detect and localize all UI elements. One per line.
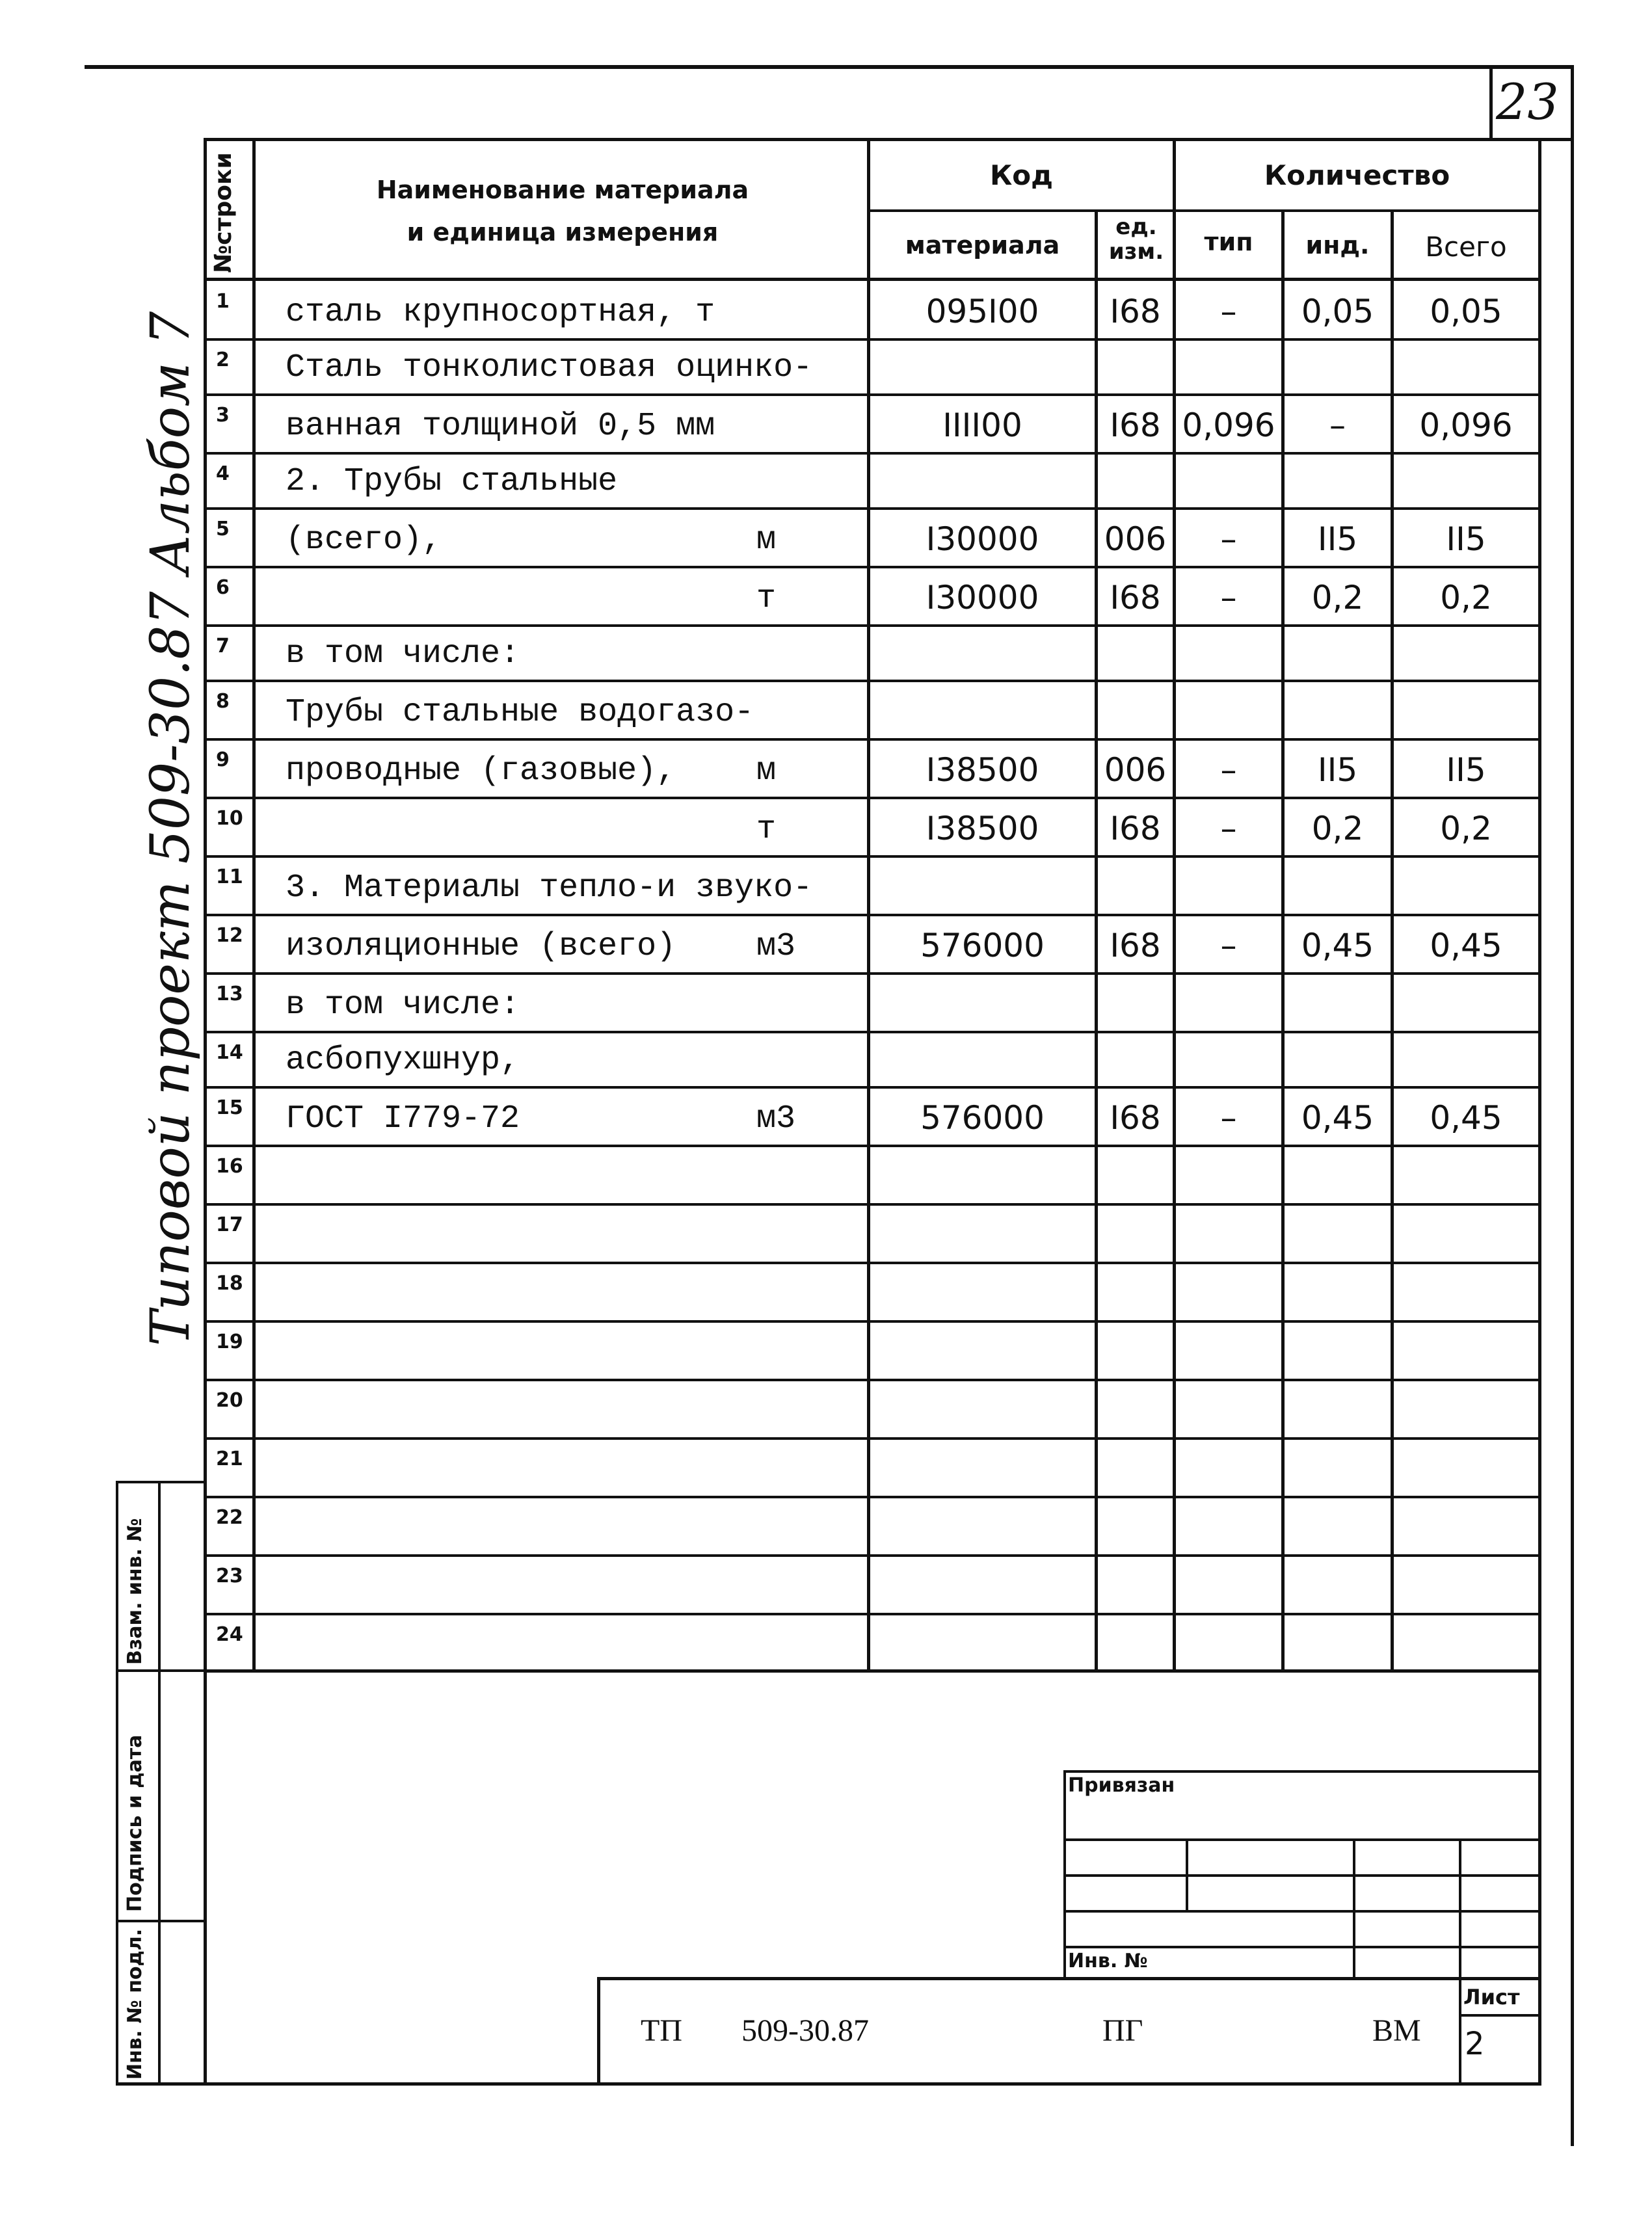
unit-code: I68	[1110, 927, 1161, 964]
header-col-sep-4	[1173, 138, 1176, 1673]
row-number: 18	[216, 1272, 243, 1295]
qty-total: II5	[1446, 751, 1486, 789]
row-number: 10	[216, 807, 243, 830]
row-number: 4	[216, 462, 230, 485]
table-bottom-rule	[204, 1669, 1541, 1673]
row-number: 16	[216, 1155, 243, 1178]
row-separator	[204, 855, 1541, 858]
stamp-project-no: 509-30.87	[741, 2013, 869, 2048]
qty-total: 0,45	[1430, 927, 1502, 964]
material-code: I30000	[926, 520, 1039, 558]
material-name: сталь крупносортная, т	[286, 294, 715, 331]
page-number: 23	[1496, 73, 1559, 131]
row-number: 3	[216, 404, 230, 427]
row-separator	[204, 738, 1541, 741]
row-number: 17	[216, 1213, 243, 1236]
stamp-main-left	[597, 1977, 600, 2086]
qty-total: 0,05	[1430, 293, 1502, 330]
unit-code: I68	[1110, 579, 1161, 617]
stamp-grid-4	[1063, 1946, 1541, 1948]
unit-label: т	[756, 811, 777, 848]
side-label-vzam-inv: Взам. инв. №	[124, 1518, 146, 1665]
row-number: 9	[216, 749, 230, 771]
row-separator	[204, 914, 1541, 916]
row-number: 13	[216, 983, 243, 1005]
unit-code: I68	[1110, 1099, 1161, 1137]
stamp-grid-2	[1063, 1874, 1541, 1877]
qty-total: 0,096	[1419, 406, 1513, 444]
unit-code: I68	[1110, 293, 1161, 330]
material-name: 3. Материалы тепло-и звуко-	[286, 869, 813, 907]
row-separator	[204, 452, 1541, 455]
qty-ind: 0,2	[1311, 579, 1364, 617]
row-separator	[204, 1613, 1541, 1615]
row-number: 20	[216, 1389, 243, 1412]
row-separator	[204, 1379, 1541, 1381]
row-number: 5	[216, 518, 230, 540]
row-number: 2	[216, 349, 230, 371]
qty-total: II5	[1446, 520, 1486, 558]
frame-right-edge	[1571, 65, 1574, 2146]
qty-ind: II5	[1317, 751, 1358, 789]
qty-total: 0,45	[1430, 1099, 1502, 1137]
col-qty-header: Количество	[1264, 159, 1450, 191]
side-stamp-left	[116, 1481, 118, 2086]
col-row-number-header: №строки	[210, 152, 237, 273]
row-separator	[204, 680, 1541, 682]
qty-ind: 0,45	[1301, 927, 1374, 964]
col-name-header-line1: Наименование материала	[376, 176, 749, 204]
qty-ind: 0,2	[1311, 810, 1364, 847]
row-separator	[204, 1554, 1541, 1557]
row-separator	[204, 1496, 1541, 1498]
material-name: в том числе:	[286, 987, 520, 1024]
row-separator	[204, 1437, 1541, 1440]
col-code-unit-header: ед. изм.	[1108, 214, 1164, 265]
row-separator	[204, 393, 1541, 396]
side-label-podpis-data: Подпись и дата	[124, 1734, 146, 1912]
row-separator	[204, 972, 1541, 975]
row-number: 24	[216, 1623, 243, 1646]
row-number: 6	[216, 576, 230, 599]
qty-ind: 0,05	[1301, 293, 1374, 330]
row-separator	[204, 1262, 1541, 1264]
row-number: 12	[216, 924, 243, 947]
unit-code: 006	[1104, 520, 1167, 558]
row-number: 8	[216, 690, 230, 713]
row-separator	[204, 1320, 1541, 1323]
row-number: 23	[216, 1565, 243, 1587]
material-code: 576000	[920, 927, 1045, 964]
frame-top	[204, 138, 1574, 141]
stamp-tp: ТП	[641, 2013, 682, 2048]
row-separator	[204, 338, 1541, 341]
material-code: I38500	[926, 810, 1039, 847]
row-number: 15	[216, 1096, 243, 1119]
stamp-inv-no-label: Инв. №	[1068, 1950, 1148, 1972]
row-number: 19	[216, 1331, 243, 1353]
unit-code: I68	[1110, 810, 1161, 847]
row-separator	[204, 1031, 1541, 1033]
unit-label: м3	[756, 1100, 796, 1137]
top-rule	[85, 65, 1574, 69]
row-separator	[204, 1145, 1541, 1147]
stamp-frame-right	[1538, 1669, 1541, 2086]
qty-type: –	[1220, 810, 1237, 847]
material-name: асбопухшнур,	[286, 1042, 520, 1079]
material-name: Трубы стальные водогазо-	[286, 694, 754, 731]
col-name-header-line2: и единица измерения	[406, 218, 719, 246]
qty-type: –	[1220, 1099, 1237, 1137]
header-col-sep-2	[867, 138, 870, 1673]
material-name: проводные (газовые),	[286, 752, 676, 789]
material-name: ГОСТ I779-72	[286, 1100, 520, 1137]
qty-type: 0,096	[1182, 406, 1275, 444]
col-code-header: Код	[989, 159, 1054, 191]
side-stamp-sep-1	[116, 1669, 207, 1672]
stamp-grid-3	[1063, 1910, 1541, 1913]
qty-total: 0,2	[1440, 579, 1492, 617]
unit-label: м3	[756, 928, 796, 965]
unit-label: м	[756, 752, 777, 789]
row-separator	[204, 624, 1541, 627]
row-number: 21	[216, 1448, 243, 1470]
row-number: 7	[216, 635, 230, 657]
margin-note: Типовой проект 509-30.87 Альбом 7	[140, 311, 202, 1346]
qty-ind: –	[1329, 406, 1346, 444]
row-number: 1	[216, 290, 230, 313]
side-stamp-mid	[158, 1481, 161, 2086]
col-qty-ind-header: инд.	[1305, 231, 1370, 259]
stamp-privyazan-label: Привязан	[1068, 1774, 1175, 1797]
header-bottom-rule	[204, 278, 1541, 281]
col-qty-type-header: тип	[1204, 228, 1253, 256]
row-number: 11	[216, 866, 243, 888]
qty-type: –	[1220, 520, 1237, 558]
row-separator	[204, 1086, 1541, 1089]
material-name: (всего),	[286, 522, 442, 559]
qty-type: –	[1220, 293, 1237, 330]
row-number: 22	[216, 1506, 243, 1529]
row-separator	[204, 566, 1541, 568]
material-code: IIII00	[942, 406, 1022, 444]
stamp-main-top	[597, 1977, 1541, 1980]
material-code: I30000	[926, 579, 1039, 617]
stamp-doc: ВМ	[1372, 2013, 1421, 2048]
material-name: в том числе:	[286, 635, 520, 672]
row-separator	[204, 507, 1541, 510]
stamp-sheet-sep	[1459, 2014, 1541, 2017]
material-name: Сталь тонколистовая оцинко-	[286, 349, 813, 386]
qty-total: 0,2	[1440, 810, 1492, 847]
stamp-grid-v2	[1353, 1838, 1355, 1978]
frame-left	[204, 138, 207, 2086]
side-stamp-sep-2	[116, 1920, 207, 1922]
stamp-sheet-label: Лист	[1463, 1985, 1520, 2009]
stamp-sheet-no: 2	[1465, 2026, 1485, 2062]
row-separator	[204, 797, 1541, 799]
col-qty-total-header: Всего	[1425, 231, 1507, 263]
qty-type: –	[1220, 579, 1237, 617]
stamp-privyazan-top	[1063, 1770, 1541, 1773]
row-number: 14	[216, 1041, 243, 1064]
header-col-sep-1	[252, 138, 256, 1673]
material-code: 576000	[920, 1099, 1045, 1137]
side-stamp-top	[116, 1481, 207, 1483]
unit-label: т	[756, 580, 777, 617]
qty-ind: 0,45	[1301, 1099, 1374, 1137]
side-label-inv-podl: Инв. № подл.	[124, 1928, 146, 2080]
page-number-box-left	[1489, 65, 1493, 140]
stamp-section: ПГ	[1102, 2013, 1143, 2048]
stamp-grid-1	[1063, 1838, 1541, 1841]
unit-code: 006	[1104, 751, 1167, 789]
frame-bottom	[204, 2082, 1541, 2086]
qty-ind: II5	[1317, 520, 1358, 558]
unit-label: м	[756, 522, 777, 559]
stamp-grid-v1	[1186, 1838, 1188, 1910]
material-name: 2. Трубы стальные	[286, 463, 618, 500]
material-code: 095I00	[926, 293, 1039, 330]
side-stamp-bottom	[116, 2082, 207, 2086]
qty-type: –	[1220, 751, 1237, 789]
material-name: ванная толщиной 0,5 мм	[286, 408, 715, 445]
unit-code: I68	[1110, 406, 1161, 444]
col-code-material-header: материала	[905, 231, 1060, 259]
material-name: изоляционные (всего)	[286, 928, 676, 965]
header-mid-rule	[867, 209, 1541, 212]
row-separator	[204, 1203, 1541, 1206]
material-code: I38500	[926, 751, 1039, 789]
qty-type: –	[1220, 927, 1237, 964]
stamp-grid-v3	[1459, 1838, 1461, 2086]
